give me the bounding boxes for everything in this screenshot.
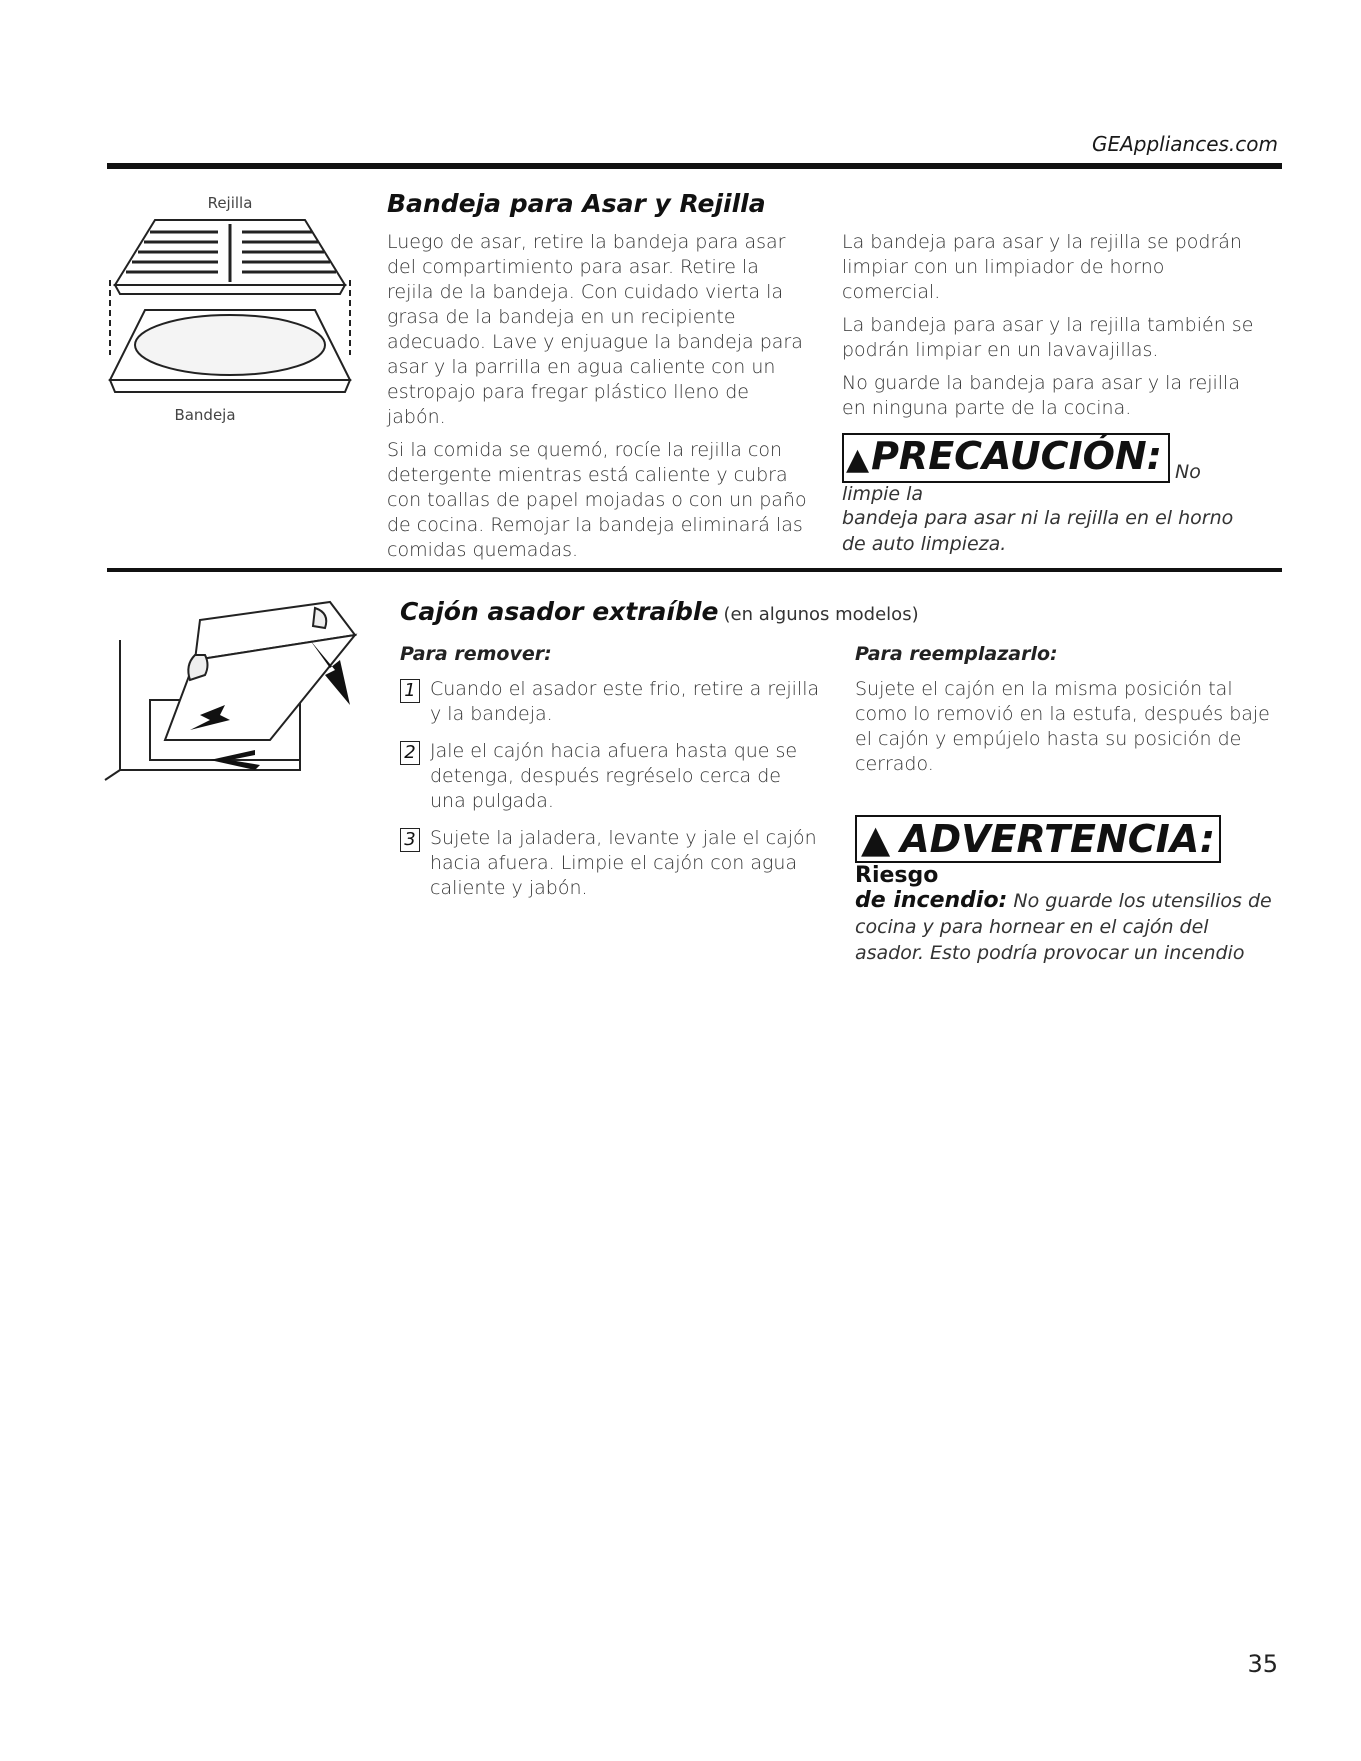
caution-notice	[842, 433, 1262, 557]
warning-notice	[855, 815, 1275, 966]
warning-lead: de incendio:	[855, 888, 1008, 913]
caution-text-start: No limpie la	[842, 461, 1201, 505]
paragraph: Luego de asar, retire la bandeja para asar del compartimiento para asar. Retire la rejila de la bandeja. Con cuidado vierta la grasa de la bandeja en un recipiente adecuado. Lave y enjuague la bandeja para asar y la parrilla en agua caliente con un estropajo para fregar plástico lleno de jabón.	[387, 231, 803, 428]
section2-title: Cajón asador extraíble	[400, 597, 719, 626]
paragraph: La bandeja para asar y la rejilla se podrán limpiar con un limpiador de horno comercial.	[842, 231, 1242, 303]
step-number-box: 3	[400, 828, 420, 852]
section-title-cajon	[400, 597, 919, 626]
label-bandeja: Bandeja	[174, 406, 236, 424]
caution-text: bandeja para asar ni la rejilla en el horno de auto limpieza.	[842, 507, 1234, 555]
grid-drawing	[115, 220, 345, 294]
section1-column-left	[387, 230, 807, 571]
page-number: 35	[1247, 1650, 1278, 1678]
drawer-removal-illustration	[100, 600, 380, 810]
caution-label: PRECAUCIÓN:	[871, 434, 1162, 478]
label-rejilla: Rejilla	[207, 194, 253, 212]
step-item	[400, 677, 820, 727]
warning-label: ADVERTENCIA:	[900, 817, 1216, 861]
remove-instructions	[400, 643, 820, 913]
middle-rule	[107, 568, 1282, 572]
warning-triangle-icon: ▲	[861, 817, 891, 861]
paragraph: No guarde la bandeja para asar y la rejilla en ninguna parte de la cocina.	[842, 372, 1240, 419]
top-rule	[107, 163, 1282, 169]
replace-heading: Para reemplazarlo:	[855, 643, 1058, 665]
broiler-pan-illustration	[100, 190, 360, 460]
step-text: Jale el cajón hacia afuera hasta que se detenga, después regréselo cerca de una pulgada.	[430, 740, 798, 812]
remove-heading: Para remover:	[400, 643, 552, 665]
warning-tail: Riesgo	[855, 863, 939, 888]
pan-drawing	[110, 310, 350, 392]
step-item	[400, 826, 820, 901]
step-text: Sujete la jaladera, levante y jale el cajón hacia afuera. Limpie el cajón con agua caliente y jabón.	[430, 827, 817, 899]
warning-triangle-icon: ▲	[846, 442, 870, 477]
paragraph: Si la comida se quemó, rocíe la rejilla con detergente mientras está caliente y cubra con toallas de papel mojadas o con un paño de cocina. Remojar la bandeja eliminará las comidas quemadas.	[387, 439, 807, 561]
caution-label-box	[842, 433, 1170, 483]
warning-body: No guarde los utensilios de cocina y para hornear en el cajón del asador. Esto podría provocar un incendio	[855, 890, 1272, 964]
section2-subtitle: (en algunos modelos)	[723, 604, 919, 625]
step-item	[400, 739, 820, 814]
step-number-box: 1	[400, 679, 420, 703]
site-url[interactable]: GEAppliances.com	[1091, 132, 1278, 156]
paragraph: La bandeja para asar y la rejilla también se podrán limpiar en un lavavajillas.	[842, 314, 1254, 361]
section1-column-right	[842, 230, 1262, 557]
step-text: Cuando el asador este frio, retire a rejilla y la bandeja.	[430, 678, 820, 725]
step-number-box: 2	[400, 741, 420, 765]
warning-text	[855, 888, 1275, 966]
replace-instructions	[855, 643, 1275, 966]
section-title-bandeja: Bandeja para Asar y Rejilla	[387, 189, 766, 218]
replace-text: Sujete el cajón en la misma posición tal como lo removió en la estufa, después baje el cajón y empújelo hasta su posición de cerrado.	[855, 678, 1270, 775]
warning-label-box	[855, 815, 1221, 863]
